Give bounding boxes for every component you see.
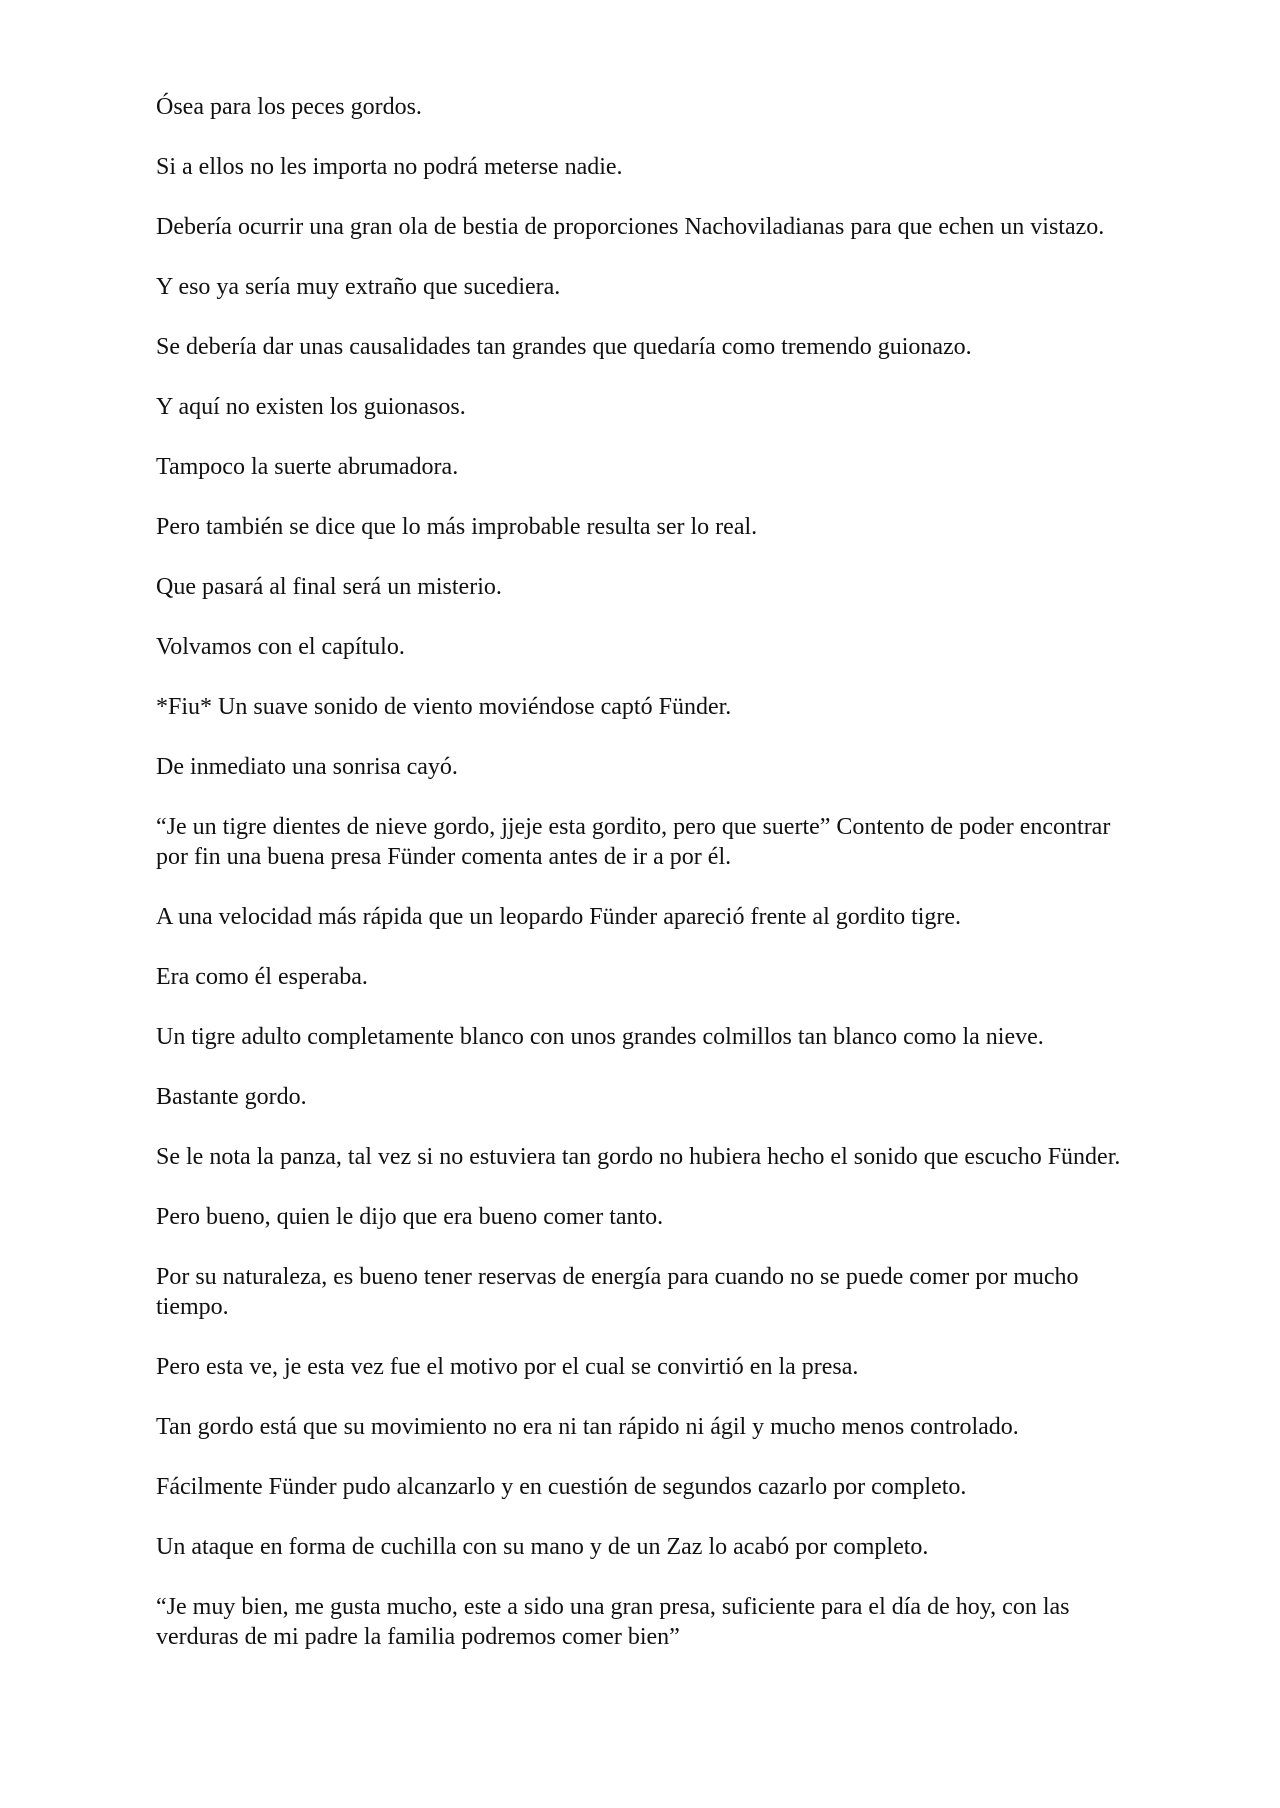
- paragraph: Se le nota la panza, tal vez si no estuviera tan gordo no hubiera hecho el sonido que escucho Fünder.: [156, 1144, 1121, 1170]
- paragraph: Que pasará al final será un misterio.: [156, 574, 502, 600]
- paragraph: Pero bueno, quien le dijo que era bueno comer tanto.: [156, 1204, 664, 1230]
- paragraph: Pero esta ve, je esta vez fue el motivo por el cual se convirtió en la presa.: [156, 1354, 859, 1380]
- document-body: [156, 92, 1126, 1682]
- paragraph: “Je muy bien, me gusta mucho, este a sido una gran presa, suficiente para el día de hoy, con las verduras de mi padre la familia podremos comer bien”: [156, 1594, 1070, 1650]
- paragraph: Era como él esperaba.: [156, 964, 368, 990]
- paragraph: Un ataque en forma de cuchilla con su mano y de un Zaz lo acabó por completo.: [156, 1534, 929, 1560]
- paragraph: Ósea para los peces gordos.: [156, 94, 422, 120]
- paragraph: *Fiu* Un suave sonido de viento moviéndose captó Fünder.: [156, 694, 732, 720]
- paragraph: Y eso ya sería muy extraño que sucediera.: [156, 274, 561, 300]
- paragraph: De inmediato una sonrisa cayó.: [156, 754, 458, 780]
- paragraph: A una velocidad más rápida que un leopardo Fünder apareció frente al gordito tigre.: [156, 904, 962, 930]
- paragraph: “Je un tigre dientes de nieve gordo, jjeje esta gordito, pero que suerte” Contento de poder encontrar por fin una buena presa Fünder comenta antes de ir a por él.: [156, 814, 1111, 870]
- paragraph: Pero también se dice que lo más improbable resulta ser lo real.: [156, 514, 758, 540]
- paragraph: Tan gordo está que su movimiento no era ni tan rápido ni ágil y mucho menos controlado.: [156, 1414, 1019, 1440]
- paragraph: Y aquí no existen los guionasos.: [156, 394, 466, 420]
- paragraph: Debería ocurrir una gran ola de bestia de proporciones Nachoviladianas para que echen un vistazo.: [156, 214, 1105, 240]
- paragraph: Volvamos con el capítulo.: [156, 634, 405, 660]
- paragraph: Fácilmente Fünder pudo alcanzarlo y en cuestión de segundos cazarlo por completo.: [156, 1474, 967, 1500]
- paragraph: Por su naturaleza, es bueno tener reservas de energía para cuando no se puede comer por mucho tiempo.: [156, 1264, 1079, 1320]
- paragraph: Se debería dar unas causalidades tan grandes que quedaría como tremendo guionazo.: [156, 334, 972, 360]
- paragraph: Si a ellos no les importa no podrá meterse nadie.: [156, 154, 623, 180]
- paragraph: Un tigre adulto completamente blanco con unos grandes colmillos tan blanco como la nieve.: [156, 1024, 1044, 1050]
- paragraph: Tampoco la suerte abrumadora.: [156, 454, 459, 480]
- paragraph: Bastante gordo.: [156, 1084, 307, 1110]
